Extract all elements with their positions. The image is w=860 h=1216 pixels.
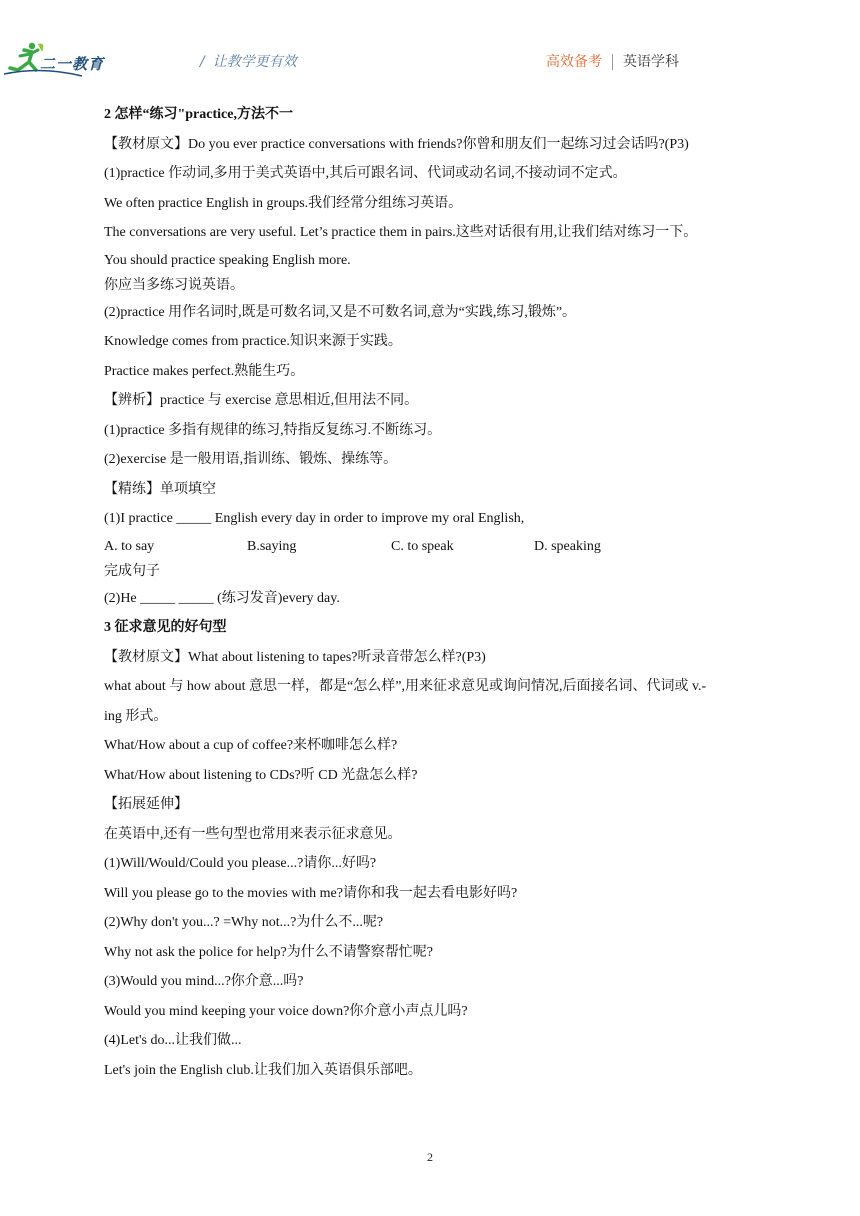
- text-line: (1)practice 多指有规律的练习,特指反复练习.不断练习。: [104, 422, 442, 438]
- text-line: 完成句子: [104, 563, 160, 579]
- text-line: (2)exercise 是一般用语,指训练、锻炼、操练等。: [104, 452, 398, 467]
- option-a: A. to say: [104, 538, 155, 554]
- text-line: (1)practice 作动词,多用于美式英语中,其后可跟名词、代词或动名词,不接动词不定式。: [104, 166, 627, 181]
- text-line: 你应当多练习说英语。: [104, 277, 244, 293]
- text-line: Why not ask the police for help?为什么不请警察帮忙呢?: [104, 944, 433, 960]
- section-heading: 3 征求意见的好句型: [104, 620, 227, 635]
- exercise-question: (2)He _____ _____ (练习发音)every day.: [104, 590, 340, 606]
- text-line: What/How about listening to CDs?听 CD 光盘怎么样?: [104, 767, 418, 783]
- text-line: We often practice English in groups.我们经常分组练习英语。: [104, 195, 463, 211]
- text-line: (3)Would you mind...?你介意...吗?: [104, 974, 304, 989]
- text-line: Will you please go to the movies with me?请你和我一起去看电影好吗?: [104, 885, 518, 901]
- text-line: Would you mind keeping your voice down?你介意小声点儿吗?: [104, 1003, 468, 1019]
- option-d: D. speaking: [534, 538, 601, 554]
- text-line: 【辨析】practice 与 exercise 意思相近,但用法不同。: [104, 393, 419, 408]
- text-line: (1)Will/Would/Could you please...?请你...好吗?: [104, 856, 377, 871]
- header-tag-prep: 高效备考: [546, 54, 602, 70]
- text-line: The conversations are very useful. Let’s practice them in pairs.这些对话很有用,让我们结对练习一下。: [104, 225, 698, 240]
- text-line: 【教材原文】Do you ever practice conversations with friends?你曾和朋友们一起练习过会话吗?(P3): [104, 136, 689, 152]
- option-c: C. to speak: [391, 538, 454, 554]
- text-line: Practice makes perfect.熟能生巧。: [104, 363, 305, 379]
- header-tags: [546, 51, 679, 71]
- text-line: 【教材原文】What about listening to tapes?听录音带怎么样?(P3): [104, 649, 486, 665]
- page-number: 2: [427, 1150, 433, 1164]
- text-line: ing 形式。: [104, 708, 168, 724]
- text-line: Let's join the English club.让我们加入英语俱乐部吧。: [104, 1062, 422, 1078]
- exercise-question: (1)I practice _____ English every day in order to improve my oral English,: [104, 511, 525, 526]
- text-line: what about 与 how about 意思一样，都是“怎么样”,用来征求意见或询问情况,后面接名词、代词或 v.-: [104, 679, 707, 694]
- text-line: You should practice speaking English more.: [104, 252, 351, 268]
- document-body: [104, 100, 764, 1085]
- slogan-text: 让教学更有效: [212, 54, 297, 70]
- text-line: 【精练】单项填空: [104, 481, 216, 497]
- logo-text: 二一教育: [40, 55, 105, 73]
- text-line: (2)Why don't you...? =Why not...?为什么不...呢?: [104, 915, 384, 930]
- header-tag-subject: 英语学科: [623, 54, 679, 70]
- text-line: Knowledge comes from practice.知识来源于实践。: [104, 334, 402, 349]
- text-line: What/How about a cup of coffee?来杯咖啡怎么样?: [104, 738, 398, 753]
- header-slogan: [200, 51, 297, 71]
- text-line: 【拓展延伸】: [104, 797, 188, 812]
- answer-options: [104, 534, 764, 559]
- text-line: (4)Let's do...让我们做...: [104, 1033, 242, 1048]
- page-header: [0, 0, 860, 100]
- text-line: 在英语中,还有一些句型也常用来表示征求意见。: [104, 826, 402, 842]
- slogan-separator: /: [200, 54, 205, 70]
- option-b: B.saying: [247, 538, 297, 554]
- text-line: (2)practice 用作名词时,既是可数名词,又是不可数名词,意为“实践,练习,锻炼”。: [104, 304, 577, 320]
- section-heading: 2 怎样“练习"practice,方法不一: [104, 107, 293, 122]
- header-divider: [612, 54, 613, 70]
